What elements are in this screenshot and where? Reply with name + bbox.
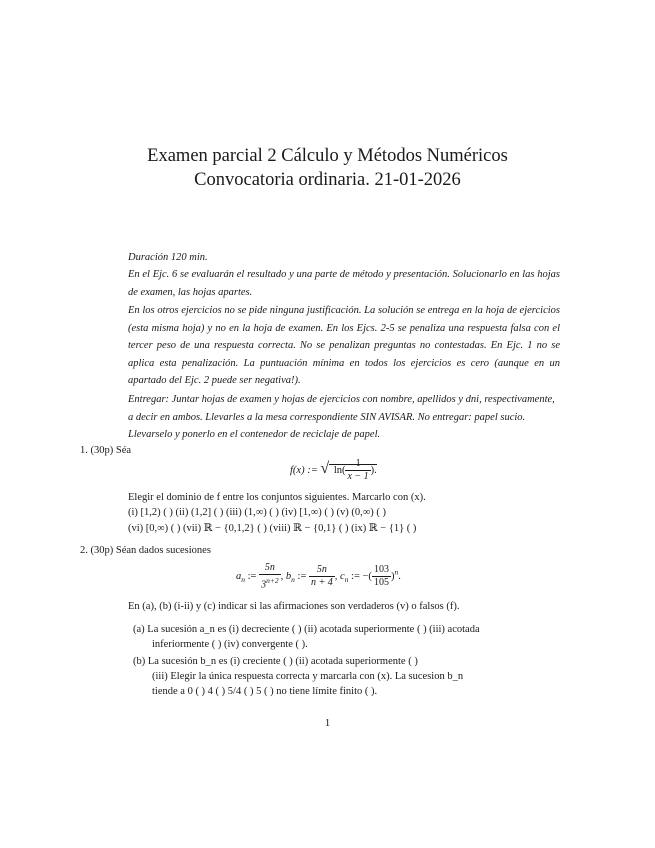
bn-subscript: n: [291, 575, 295, 585]
an-den-base: 3: [261, 579, 267, 591]
fraction-den: x − 1: [347, 471, 369, 482]
an-den-exp: n+2: [266, 576, 279, 585]
exercise-1-formula: [290, 458, 377, 483]
grading-note: En los otros ejercicios no se pide ninguna justificación. La solución se entrega en la hoja de ejercicios (esta misma hoja) y no en la hoja de examen. En los Ejcs. 2-5 se penaliza una respuesta falsa con el tercer peso de una respuesta correcta. No se penalizan preguntas no contestadas. En Ejc. 1 no se aplica esta penalización. La puntuación mínima en todos los ejercicios es cero (aunque en un apartado del Ejc. 2 puede ser negativa!).: [128, 305, 560, 386]
fraction: [345, 458, 370, 483]
an-def: :=: [245, 571, 260, 583]
exercise-1-prompt: Elegir el dominio de f entre los conjuntos siguientes. Marcarlo con (x).: [128, 492, 426, 503]
exercise-2b-line2: (iii) Elegir la única respuesta correcta y marcarla con (x). La sucesion b_n: [152, 671, 464, 682]
exercise-2-heading: 2. (30p) Séan dados sucesiones: [80, 545, 211, 556]
cn-exp: n: [394, 567, 399, 577]
exercise-2a-line2: inferiormente ( ) (iv) convergente ( ).: [152, 639, 308, 650]
bn-den: n + 4: [311, 577, 333, 589]
cn-end: .: [398, 571, 401, 583]
sqrt-body: [329, 458, 377, 482]
exam-title: Examen parcial 2 Cálculo y Métodos Numéricos: [147, 146, 508, 166]
duration-note: Duración 120 min.: [128, 252, 208, 263]
an-symbol: a: [236, 571, 242, 583]
ln-func: ln(: [333, 464, 346, 476]
f-lhs: f(x) :=: [290, 464, 321, 476]
bn-fraction: [309, 564, 335, 589]
sqrt-sign: √: [320, 459, 330, 477]
bn-def: :=: [294, 571, 309, 583]
fraction-num: 1: [345, 458, 370, 471]
exercise-2b-line3: tiende a 0 ( ) 4 ( ) 5/4 ( ) 5 ( ) no tiene límite finito ( ).: [152, 686, 378, 697]
exercise-1-heading: 1. (30p) Séa: [80, 445, 132, 456]
cn-symbol: , c: [334, 571, 345, 583]
exercise-2-formula: [236, 562, 401, 591]
cn-den: 105: [373, 577, 389, 589]
bn-symbol: , b: [280, 571, 292, 583]
exercise-1-options-row2: (vi) [0,∞) ( ) (vii) ℝ − {0,1,2} ( ) (viii) ℝ − {0,1} ( ) (ix) ℝ − {1} ( ): [128, 523, 417, 534]
page-number: 1: [324, 717, 331, 729]
cn-def: := −(: [348, 571, 372, 583]
exercise-2b-line1: (b) La sucesión b_n es (i) creciente ( ) (ii) acotada superiormente ( ): [133, 656, 418, 667]
cn-tail: ): [390, 571, 395, 583]
exercise-2-prompt: En (a), (b) (i-ii) y (c) indicar si las afirmaciones son verdaderos (v) o falsos (f).: [128, 601, 460, 612]
cn-subscript: n: [344, 575, 349, 585]
an-num: 5n: [259, 562, 281, 575]
cn-fraction: [372, 564, 391, 589]
submission-note: Entregar: Juntar hojas de examen y hojas de ejercicios con nombre, apellidos y dni, respectivamente, a decir en ambos. Llevarles a la mesa correspondiente SIN AVISAR. No entregar: papel sucio. Llevarselo y ponerlo en el contenedor de reciclaje de papel.: [128, 394, 555, 440]
exercise-2a-line1: (a) La sucesión a_n es (i) decreciente ( ) (ii) acotada superiormente ( ) (iii) acotada: [133, 624, 480, 635]
an-fraction: [259, 562, 281, 591]
formula-tail: ).: [370, 464, 377, 476]
an-subscript: n: [241, 575, 245, 585]
exam-subtitle: Convocatoria ordinaria. 21-01-2026: [194, 170, 461, 190]
cn-num: 103: [373, 564, 389, 576]
exercise-1-options-row1: (i) [1,2) ( ) (ii) (1,2] ( ) (iii) (1,∞) ( ) (iv) [1,∞) ( ) (v) (0,∞) ( ): [128, 507, 387, 518]
ejc6-note: En el Ejc. 6 se evaluarán el resultado y una parte de método y presentación. Solucionarlo en las hojas de examen, las hojas apartes.: [128, 269, 560, 298]
bn-num: 5n: [309, 564, 335, 577]
